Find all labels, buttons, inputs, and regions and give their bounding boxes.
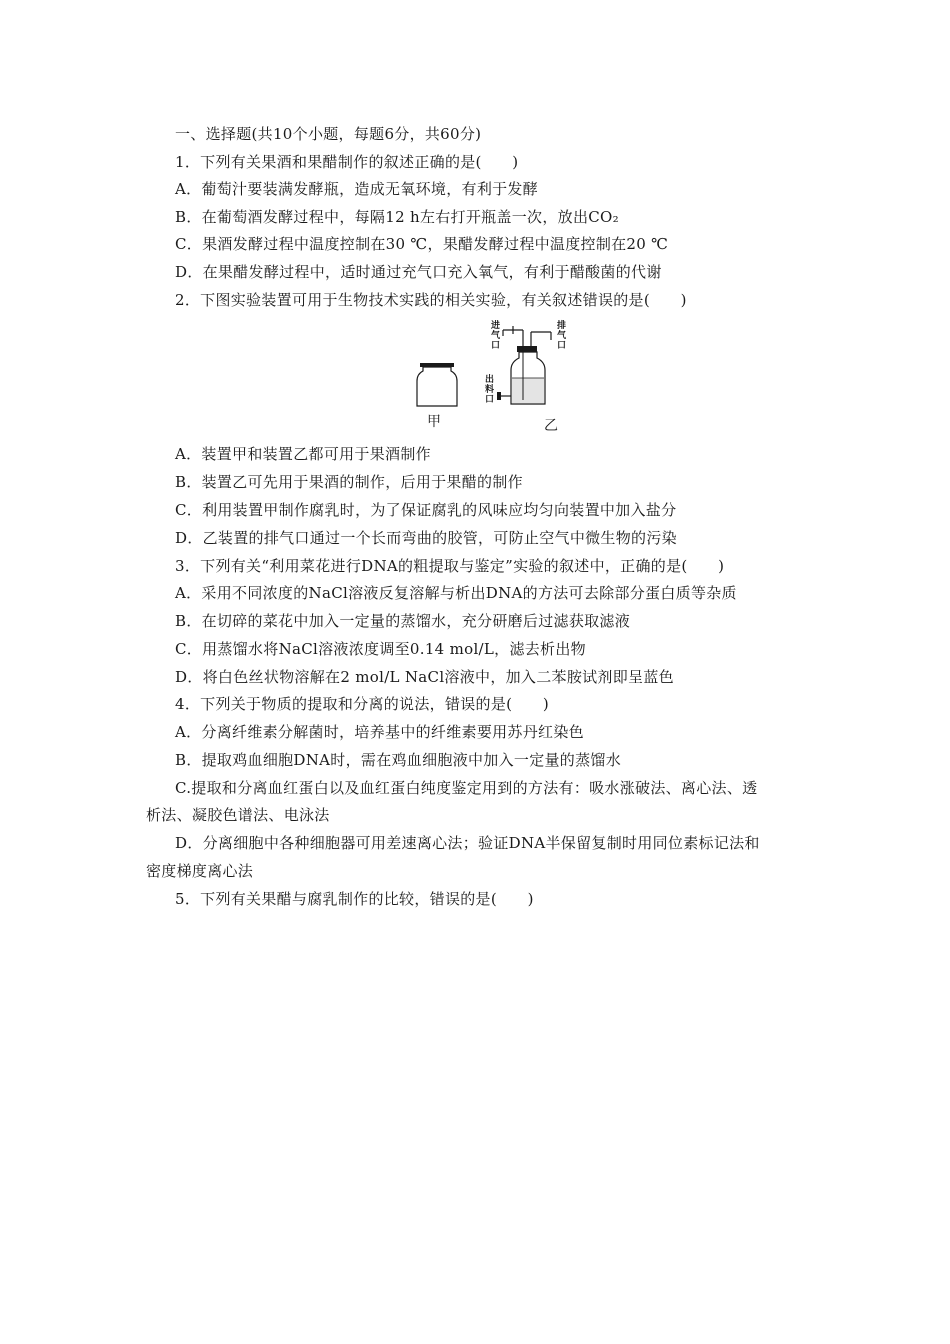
jar-jia (417, 363, 457, 406)
question-3-option-d: D．将白色丝状物溶解在2 mol/L NaCl溶液中，加入二苯胺试剂即呈蓝色 (175, 668, 674, 686)
question-3-option-c: C．用蒸馏水将NaCl溶液浓度调至0.14 mol/L，滤去析出物 (175, 640, 586, 658)
question-4-option-a: A．分离纤维素分解菌时，培养基中的纤维素要用苏丹红染色 (175, 723, 584, 741)
question-1-option-b: B．在葡萄酒发酵过程中，每隔12 h左右打开瓶盖一次，放出CO₂ (175, 208, 619, 226)
question-3-option-b: B．在切碎的菜花中加入一定量的蒸馏水，充分研磨后过滤获取滤液 (175, 612, 631, 630)
question-3-option-a: A．采用不同浓度的NaCl溶液反复溶解与析出DNA的方法可去除部分蛋白质等杂质 (175, 584, 737, 602)
question-1-option-c: C．果酒发酵过程中温度控制在30 ℃，果醋发酵过程中温度控制在20 ℃ (175, 235, 669, 253)
question-4-option-c-line1: C.提取和分离血红蛋白以及血红蛋白纯度鉴定用到的方法有：吸水涨破法、离心法、透 (175, 779, 758, 797)
question-2-option-c: C．利用装置甲制作腐乳时，为了保证腐乳的风味应均匀向装置中加入盐分 (175, 501, 677, 519)
question-4-option-d-line2: 密度梯度离心法 (146, 862, 254, 880)
discharge-label-2: 料 (485, 385, 495, 395)
inlet-label-3: 口 (491, 341, 501, 351)
question-3-stem: 3．下列有关“利用菜花进行DNA的粗提取与鉴定”实验的叙述中，正确的是( ) (175, 557, 725, 575)
outlet-label-2: 气 (557, 331, 567, 341)
apparatus-figure (405, 318, 605, 438)
inlet-label-1: 进 (491, 321, 501, 331)
question-1-stem: 1．下列有关果酒和果醋制作的叙述正确的是( ) (175, 153, 519, 171)
outlet-label-1: 排 (557, 321, 567, 331)
figure-label-jia: 甲 (427, 414, 441, 430)
figure-label-yi: 乙 (544, 418, 558, 434)
question-2-option-b: B．装置乙可先用于果酒的制作，后用于果醋的制作 (175, 473, 523, 491)
section-title: 一、选择题(共10个小题，每题6分，共60分) (175, 125, 482, 143)
question-5-stem: 5．下列有关果醋与腐乳制作的比较，错误的是( ) (175, 890, 534, 908)
question-1-option-a: A．葡萄汁要装满发酵瓶，造成无氧环境，有利于发酵 (175, 180, 539, 198)
question-4-option-b: B．提取鸡血细胞DNA时，需在鸡血细胞液中加入一定量的蒸馏水 (175, 751, 622, 769)
bottle-yi (497, 326, 551, 404)
question-2-option-a: A．装置甲和装置乙都可用于果酒制作 (175, 445, 431, 463)
question-1-option-d: D．在果醋发酵过程中，适时通过充气口充入氧气，有利于醋酸菌的代谢 (175, 263, 662, 281)
question-4-stem: 4．下列关于物质的提取和分离的说法，错误的是( ) (175, 695, 550, 713)
question-4-option-c-line2: 析法、凝胶色谱法、电泳法 (146, 806, 330, 824)
inlet-label-2: 气 (491, 331, 501, 341)
discharge-label-3: 口 (485, 395, 495, 405)
question-2-option-d: D．乙装置的排气口通过一个长而弯曲的胶管，可防止空气中微生物的污染 (175, 529, 677, 547)
outlet-label-3: 口 (557, 341, 567, 351)
question-2-stem: 2．下图实验装置可用于生物技术实践的相关实验，有关叙述错误的是( ) (175, 291, 687, 309)
discharge-label-1: 出 (485, 375, 495, 385)
question-4-option-d-line1: D．分离细胞中各种细胞器可用差速离心法；验证DNA半保留复制时用同位素标记法和 (175, 834, 760, 852)
